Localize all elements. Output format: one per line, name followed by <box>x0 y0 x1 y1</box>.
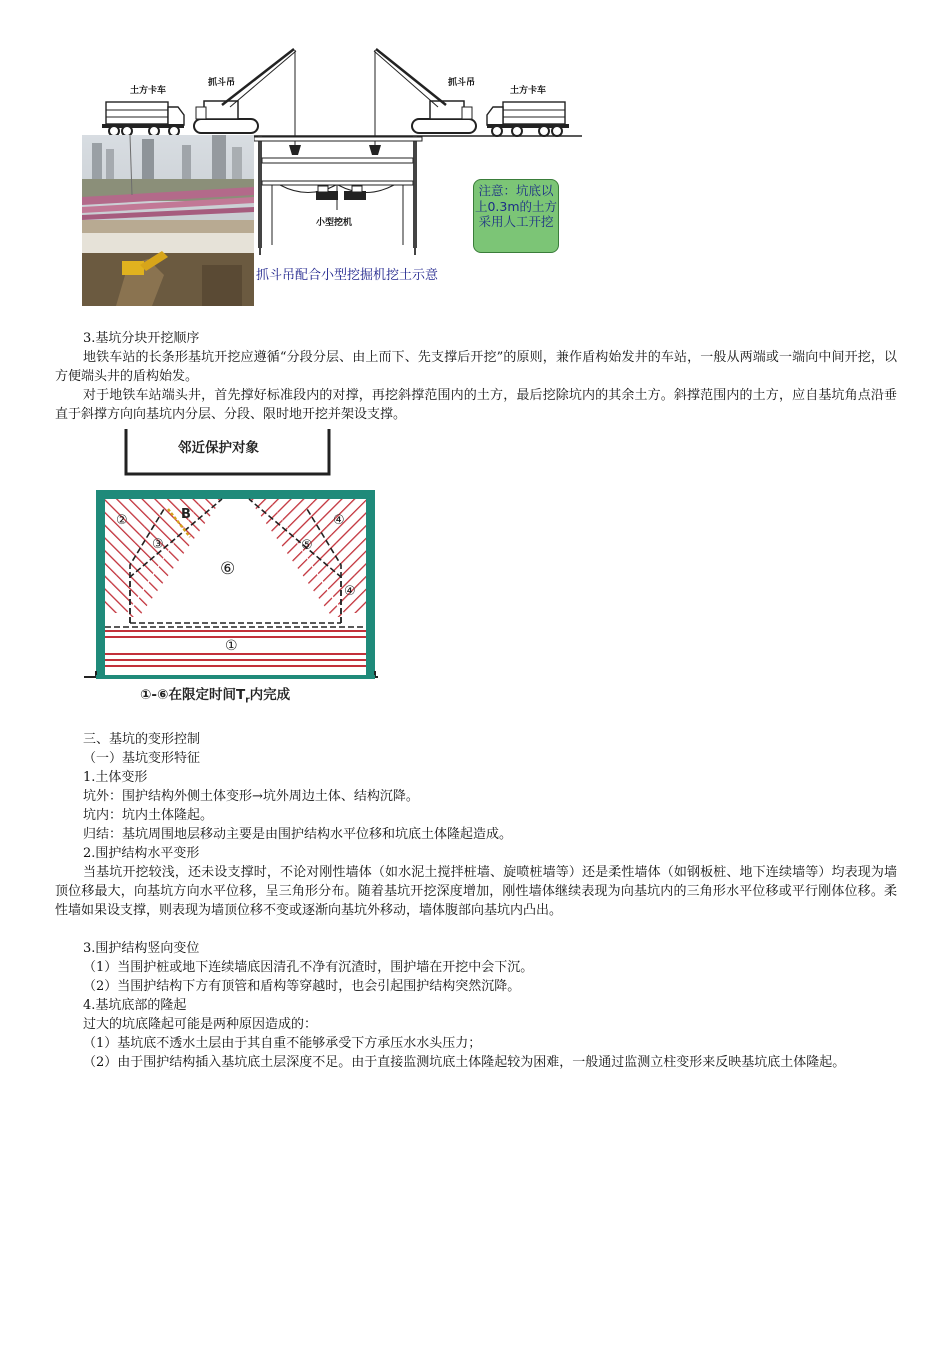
paragraph: 当基坑开挖较浅，还未设支撑时，不论对刚性墙体（如水泥土搅拌桩墙、旋喷桩墙等）还是柔性墙体（如钢板桩、地下连续墙等）均表现为墙顶位移最大，向基坑方向水平位移，呈三角形分布。随着基坑开挖深度增加，刚性墙体继续表现为向基坑内的三角形水平位移或平行刚体位移。柔性墙如果设支撑，则表现为墙顶位移不变或逐渐向基坑外移动，墙体腹部向基坑内凸出。 <box>55 865 897 918</box>
line: （一）基坑变形特征 <box>83 751 201 766</box>
paragraph: 地铁车站的长条形基坑开挖应遵循“分段分层、由上而下、先支撑后开挖”的原则，兼作盾构始发井的车站，一般从两端或一端向中间开挖，以方便端头井的盾构始发。 <box>55 350 897 384</box>
section-excavation-sequence <box>55 329 897 424</box>
crane-right-label: 抓斗吊 <box>448 78 476 88</box>
section-heading: 3.基坑分块开挖顺序 <box>83 331 200 346</box>
zone-4b-label: ④ <box>344 584 356 599</box>
truck-left-icon <box>102 102 184 136</box>
line: 坑内：坑内土体隆起。 <box>83 808 214 823</box>
construction-site-photo <box>82 135 254 306</box>
paragraph: （2）由于围护结构插入基坑底土层深度不足。由于直接监测坑底土体隆起较为困难，一般通过监测立柱变形来反映基坑底土体隆起。 <box>83 1055 846 1070</box>
figure1-caption: 抓斗吊配合小型挖掘机挖土示意 <box>256 268 439 283</box>
zone-1-label: ① <box>225 638 238 654</box>
line: （1）当围护桩或地下连续墙底因清孔不净有沉渣时，围护墙在开挖中会下沉。 <box>83 960 534 975</box>
zone-3-label: ③ <box>152 537 164 552</box>
protected-object-label: 邻近保护对象 <box>178 440 259 456</box>
line: 归结：基坑周围地层移动主要是由围护结构水平位移和坑底土体隆起造成。 <box>83 827 513 842</box>
line: 三、基坑的变形控制 <box>83 732 201 747</box>
zone-4-label: ④ <box>333 513 345 528</box>
line: 过大的坑底隆起可能是两种原因造成的： <box>83 1017 318 1032</box>
line: 2.围护结构水平变形 <box>83 846 200 861</box>
line: （1）基坑底不透水土层由于其自重不能够承受下方承压水水头压力； <box>83 1036 482 1051</box>
line: 坑外：围护结构外侧土体变形→坑外周边土体、结构沉降。 <box>83 789 419 804</box>
caption-main: ①-⑥在限定时间T <box>140 687 246 703</box>
line: 3.围护结构竖向变位 <box>83 941 200 956</box>
line: 1.土体变形 <box>83 770 148 785</box>
line: （2）当围护结构下方有顶管和盾构等穿越时，也会引起围护结构突然沉降。 <box>83 979 521 994</box>
zone-2-label: ② <box>116 513 128 528</box>
paragraph: 对于地铁车站端头井，首先撑好标准段内的对撑，再挖斜撑范围内的土方，最后挖除坑内的其余土方。斜撑范围内的土方，应自基坑角点沿垂直于斜撑方向向基坑内分层、分段、限时地开挖并架设支撑。 <box>55 388 897 422</box>
caption-subscript: r <box>245 695 250 706</box>
truck-left-label: 土方卡车 <box>130 86 167 96</box>
strut-b-label: B <box>181 507 191 522</box>
excavation-figure <box>82 45 582 310</box>
note-callout: 注意：坑底以上0.3m的土方采用人工开挖 <box>473 179 559 253</box>
line: 4.基坑底部的隆起 <box>83 998 187 1013</box>
crane-left-label: 抓斗吊 <box>208 78 236 88</box>
excavator-label: 小型挖机 <box>316 218 353 228</box>
end-well-excavation-figure <box>82 427 382 707</box>
section-deformation-control <box>55 730 897 1072</box>
truck-right-icon <box>487 102 569 136</box>
small-excavator-icon <box>316 186 366 200</box>
truck-right-label: 土方卡车 <box>510 86 547 96</box>
caption-end: 内完成 <box>249 687 291 703</box>
zone-6-label: ⑥ <box>220 559 236 579</box>
blank-line <box>55 920 897 939</box>
zone-5-label: ⑤ <box>301 538 313 553</box>
figure2-caption <box>140 683 290 706</box>
